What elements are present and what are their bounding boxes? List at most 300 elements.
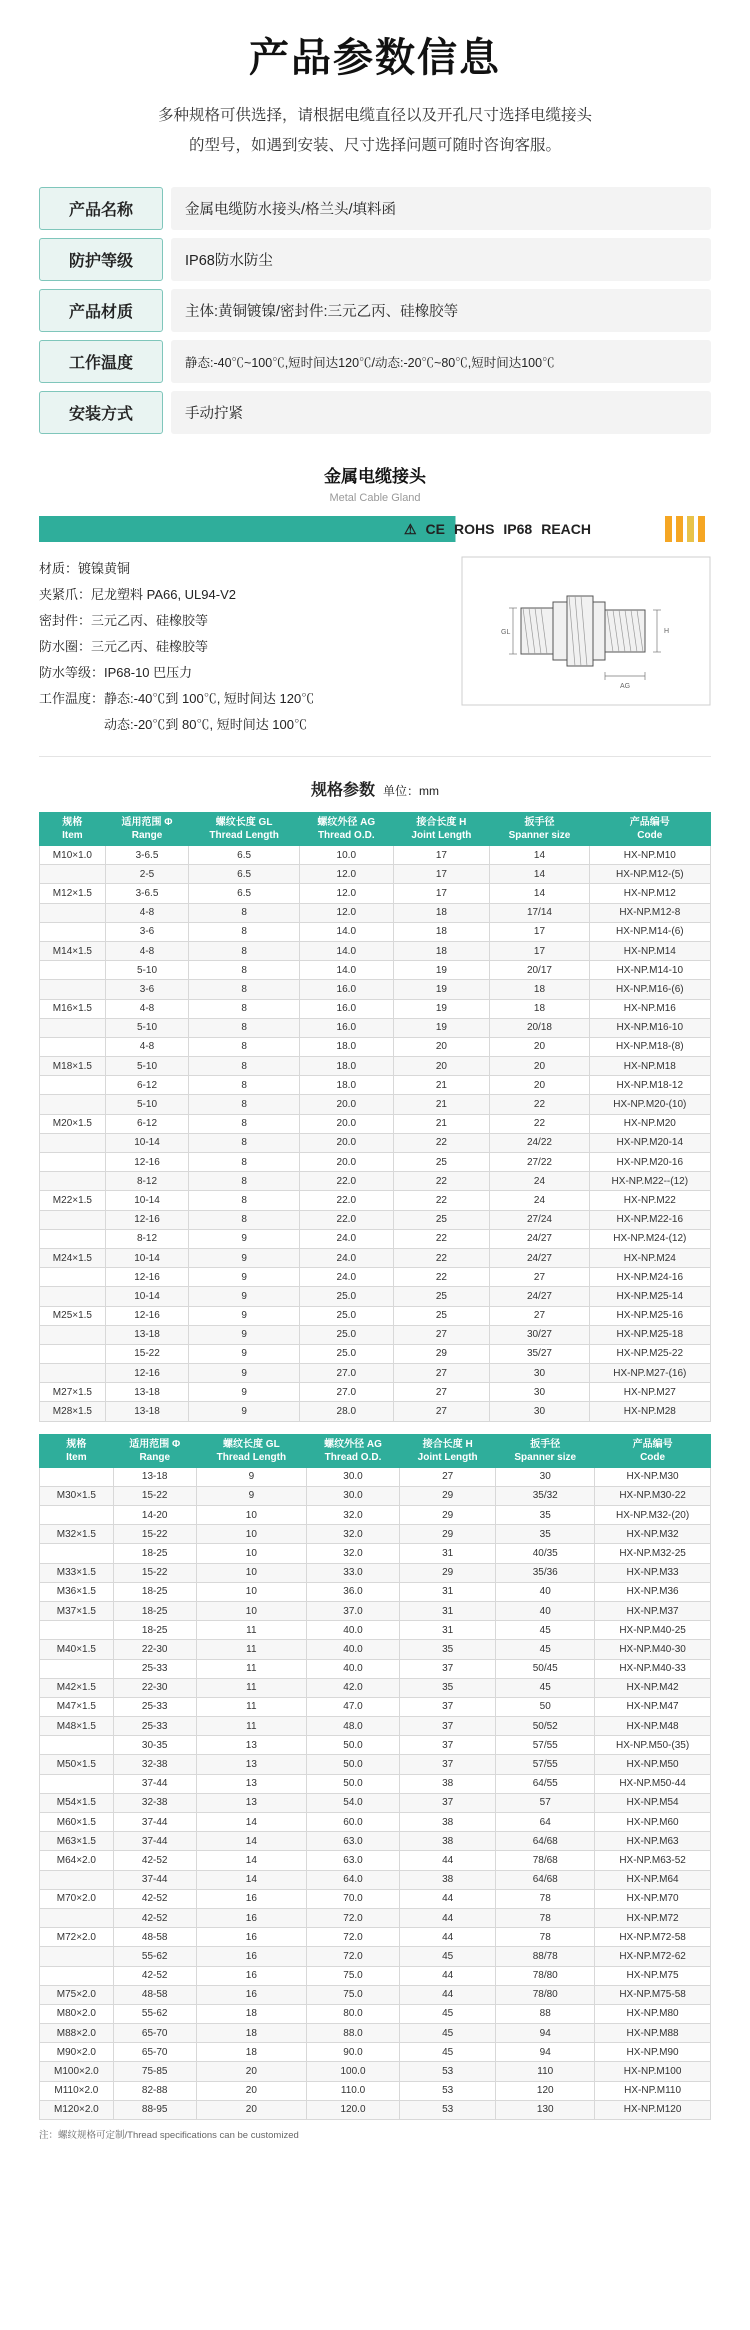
subtitle-line-2: 的型号，如遇到安装、尺寸选择问题可随时咨询客服。	[188, 137, 561, 154]
table-cell: M80×2.0	[40, 2004, 114, 2023]
table-cell: M72×2.0	[40, 1928, 114, 1947]
table-cell: 44	[400, 1985, 496, 2004]
spec-row	[39, 340, 711, 383]
table-cell: 22-30	[113, 1678, 196, 1697]
table-cell: HX-NP.M10	[589, 846, 710, 865]
table-cell: 21	[393, 1114, 490, 1133]
col-item: 规格 Item	[40, 813, 106, 846]
table-cell: 44	[400, 1889, 496, 1908]
table-row	[40, 980, 711, 999]
table-cell: M110×2.0	[40, 2081, 114, 2100]
table-header-row	[40, 1434, 711, 1467]
table-cell: 50.0	[307, 1755, 400, 1774]
table-cell: 38	[400, 1813, 496, 1832]
table-row	[40, 1851, 711, 1870]
spec-row	[39, 391, 711, 434]
table-cell: 53	[400, 2062, 496, 2081]
table-row	[40, 1870, 711, 1889]
table-cell	[40, 1506, 114, 1525]
spec-table-part1	[39, 812, 711, 1422]
table-cell: 24	[490, 1172, 589, 1191]
table-row	[40, 1153, 711, 1172]
spec-value: 主体:黄铜镀镍/密封件:三元乙丙、硅橡胶等	[171, 289, 711, 332]
table-cell: 9	[189, 1383, 300, 1402]
table-cell: 14	[490, 846, 589, 865]
table-cell	[40, 1621, 114, 1640]
table-cell: HX-NP.M50-(35)	[595, 1736, 711, 1755]
table-cell: 44	[400, 1851, 496, 1870]
table-cell: HX-NP.M72-62	[595, 1947, 711, 1966]
table-cell: HX-NP.M88	[595, 2024, 711, 2043]
table-cell: 20.0	[300, 1133, 393, 1152]
table-cell: HX-NP.M20-16	[589, 1153, 710, 1172]
table-cell: 31	[400, 1544, 496, 1563]
stripe	[665, 516, 672, 542]
table-cell: 30	[496, 1467, 595, 1486]
table-cell: M120×2.0	[40, 2100, 114, 2119]
table-cell: 16.0	[300, 1018, 393, 1037]
spec-row	[39, 187, 711, 230]
table-cell: 32.0	[307, 1544, 400, 1563]
table-body	[40, 1467, 711, 2119]
product-diagram	[451, 556, 711, 738]
table-cell: 20.0	[300, 1114, 393, 1133]
table-cell: 44	[400, 1966, 496, 1985]
table-cell: 24.0	[300, 1268, 393, 1287]
table-cell	[40, 1018, 106, 1037]
table-cell: 8	[189, 1172, 300, 1191]
table-cell: 12.0	[300, 865, 393, 884]
table-cell: 82-88	[113, 2081, 196, 2100]
table-cell: 88	[496, 2004, 595, 2023]
table-cell: 13	[196, 1793, 306, 1812]
table-cell: 8	[189, 1018, 300, 1037]
table-cell: HX-NP.M64	[595, 1870, 711, 1889]
col-item: 规格 Item	[40, 1434, 114, 1467]
table-cell: 15-22	[105, 1344, 188, 1363]
product-attribute: 密封件：三元乙丙、硅橡胶等	[39, 613, 209, 628]
table-cell: 24/22	[490, 1133, 589, 1152]
table-cell: 18	[393, 903, 490, 922]
ip68-mark: IP68	[503, 521, 533, 537]
table-cell	[40, 1870, 114, 1889]
table-cell: M40×1.5	[40, 1640, 114, 1659]
table-row	[40, 1037, 711, 1056]
table-cell: 22	[393, 1268, 490, 1287]
table-cell: 17	[490, 941, 589, 960]
table-cell: 20/18	[490, 1018, 589, 1037]
table-cell: 4-8	[105, 941, 188, 960]
table-cell: HX-NP.M24-(12)	[589, 1229, 710, 1248]
table-cell: 45	[400, 1947, 496, 1966]
table-row	[40, 1697, 711, 1716]
table-cell: 24/27	[490, 1229, 589, 1248]
table-row	[40, 1621, 711, 1640]
table-cell: 13	[196, 1774, 306, 1793]
table-cell: HX-NP.M40-30	[595, 1640, 711, 1659]
table-cell: HX-NP.M14-10	[589, 961, 710, 980]
spec-label: 安装方式	[39, 391, 163, 434]
table-cell: 3-6	[105, 980, 188, 999]
table-cell: HX-NP.M30-22	[595, 1486, 711, 1505]
table-cell: 22	[393, 1172, 490, 1191]
table-cell: HX-NP.M16	[589, 999, 710, 1018]
spec-row	[39, 238, 711, 281]
table-cell: 20.0	[300, 1095, 393, 1114]
table-cell: 25-33	[113, 1717, 196, 1736]
table-cell: 55-62	[113, 1947, 196, 1966]
table-cell: 8	[189, 961, 300, 980]
table-cell: 75-85	[113, 2062, 196, 2081]
table-cell: HX-NP.M25-14	[589, 1287, 710, 1306]
table-row	[40, 1908, 711, 1927]
table-cell: 9	[189, 1364, 300, 1383]
table-cell	[40, 1153, 106, 1172]
table-cell: 31	[400, 1582, 496, 1601]
table-cell	[40, 1659, 114, 1678]
table-cell: 31	[400, 1621, 496, 1640]
table-cell: 11	[196, 1640, 306, 1659]
table-row	[40, 922, 711, 941]
table-cell: 15-22	[113, 1525, 196, 1544]
table-cell: 2-5	[105, 865, 188, 884]
table-cell: 3-6.5	[105, 846, 188, 865]
table-cell: M32×1.5	[40, 1525, 114, 1544]
table-cell: HX-NP.M18	[589, 1057, 710, 1076]
table-cell: 8	[189, 1114, 300, 1133]
table-cell: 60.0	[307, 1813, 400, 1832]
table-cell: 18.0	[300, 1057, 393, 1076]
table-cell: 33.0	[307, 1563, 400, 1582]
stripe	[698, 516, 705, 542]
table-cell: 50.0	[307, 1736, 400, 1755]
table-cell: 27.0	[300, 1383, 393, 1402]
table-body	[40, 846, 711, 1422]
table-cell	[40, 865, 106, 884]
table-cell: 37	[400, 1793, 496, 1812]
table-cell: 11	[196, 1697, 306, 1716]
table-cell: 27	[490, 1268, 589, 1287]
table-cell	[40, 1736, 114, 1755]
table-cell: 16	[196, 1985, 306, 2004]
table-cell: 20/17	[490, 961, 589, 980]
table-cell: M28×1.5	[40, 1402, 106, 1421]
table-cell: 10	[196, 1544, 306, 1563]
table-cell: 37	[400, 1659, 496, 1678]
table-row	[40, 884, 711, 903]
table-cell	[40, 1172, 106, 1191]
dimension-label-gl: GL	[501, 629, 511, 636]
table-cell: 10	[196, 1506, 306, 1525]
table-cell: 28.0	[300, 1402, 393, 1421]
table-cell: 17	[393, 865, 490, 884]
table-cell: HX-NP.M32-25	[595, 1544, 711, 1563]
table-cell: HX-NP.M27-(16)	[589, 1364, 710, 1383]
table-row	[40, 1985, 711, 2004]
product-attribute: 动态:-20℃到 80℃, 短时间达 100℃	[39, 717, 307, 732]
table-cell: 12.0	[300, 903, 393, 922]
table-cell: 78	[496, 1908, 595, 1927]
table-cell: M27×1.5	[40, 1383, 106, 1402]
table-head	[40, 813, 711, 846]
table-cell: 27	[393, 1325, 490, 1344]
table-cell: HX-NP.M12-8	[589, 903, 710, 922]
table-cell: 8	[189, 980, 300, 999]
table-row	[40, 1563, 711, 1582]
table-cell: 15-22	[113, 1486, 196, 1505]
table-cell: 22	[393, 1229, 490, 1248]
table-row	[40, 1640, 711, 1659]
table-cell: M18×1.5	[40, 1057, 106, 1076]
table-cell: 72.0	[307, 1947, 400, 1966]
table-cell	[40, 1544, 114, 1563]
table-cell	[40, 1467, 114, 1486]
table-cell	[40, 1325, 106, 1344]
table-cell: 45	[496, 1640, 595, 1659]
table-row	[40, 1057, 711, 1076]
table-cell: 24/27	[490, 1248, 589, 1267]
table-row	[40, 1774, 711, 1793]
table-cell: 8	[189, 1095, 300, 1114]
table-cell: 10-14	[105, 1133, 188, 1152]
table-cell: 6.5	[189, 884, 300, 903]
table-cell: 8	[189, 1210, 300, 1229]
table-cell	[40, 1095, 106, 1114]
table-row	[40, 1928, 711, 1947]
table-row	[40, 1344, 711, 1363]
table-cell: 27/24	[490, 1210, 589, 1229]
table-cell: 9	[189, 1268, 300, 1287]
table-cell: 9	[189, 1306, 300, 1325]
table-cell: 30.0	[307, 1486, 400, 1505]
table-row	[40, 2100, 711, 2119]
table-cell: 36.0	[307, 1582, 400, 1601]
table-cell: 27	[400, 1467, 496, 1486]
page-title: 产品参数信息	[249, 36, 501, 80]
table-cell: 16	[196, 1928, 306, 1947]
table-cell: 110	[496, 2062, 595, 2081]
table-cell: 9	[196, 1467, 306, 1486]
table-cell: 8	[189, 1133, 300, 1152]
product-detail	[39, 556, 711, 757]
table-cell: 24/27	[490, 1287, 589, 1306]
table-cell: 4-8	[105, 903, 188, 922]
table-cell: 20	[393, 1057, 490, 1076]
col-range: 适用范围 Φ Range	[113, 1434, 196, 1467]
table-cell: 25	[393, 1287, 490, 1306]
table-title-text: 规格参数	[310, 782, 375, 799]
table-cell: 32-38	[113, 1793, 196, 1812]
table-row	[40, 1133, 711, 1152]
table-cell: 120	[496, 2081, 595, 2100]
table-cell: 14	[196, 1832, 306, 1851]
spec-value: 金属电缆防水接头/格兰头/填料函	[171, 187, 711, 230]
product-attribute: 材质：镀镍黄铜	[39, 561, 131, 576]
table-cell: 57/55	[496, 1755, 595, 1774]
table-cell: 8	[189, 1191, 300, 1210]
table-cell: 63.0	[307, 1832, 400, 1851]
table-cell: 22.0	[300, 1210, 393, 1229]
table-cell: 40	[496, 1582, 595, 1601]
table-cell: 30.0	[307, 1467, 400, 1486]
table-row	[40, 2081, 711, 2100]
table-row	[40, 1582, 711, 1601]
table-cell: 78/68	[496, 1851, 595, 1870]
table-cell: 54.0	[307, 1793, 400, 1812]
table-cell: 50/45	[496, 1659, 595, 1678]
table-cell: 30	[490, 1383, 589, 1402]
table-cell: 64/68	[496, 1832, 595, 1851]
table-cell: HX-NP.M75-58	[595, 1985, 711, 2004]
table-cell	[40, 1076, 106, 1095]
table-cell: 64/68	[496, 1870, 595, 1889]
table-cell: 42-52	[113, 1851, 196, 1870]
table-cell: 25.0	[300, 1325, 393, 1344]
spec-table-part2	[39, 1434, 711, 2120]
table-cell: 72.0	[307, 1928, 400, 1947]
table-cell: 70.0	[307, 1889, 400, 1908]
table-cell: 6.5	[189, 865, 300, 884]
table-cell: 20	[196, 2062, 306, 2081]
table-cell: M12×1.5	[40, 884, 106, 903]
reach-mark: REACH	[541, 521, 591, 537]
table-cell: M88×2.0	[40, 2024, 114, 2043]
table-cell: HX-NP.M50-44	[595, 1774, 711, 1793]
table-cell: 57/55	[496, 1736, 595, 1755]
table-row	[40, 1210, 711, 1229]
table-cell: 25	[393, 1210, 490, 1229]
table-cell: 20.0	[300, 1153, 393, 1172]
table-cell	[40, 922, 106, 941]
col-code: 产品编号 Code	[589, 813, 710, 846]
table-cell: HX-NP.M20	[589, 1114, 710, 1133]
table-row	[40, 846, 711, 865]
table-cell: 11	[196, 1678, 306, 1697]
table-cell	[40, 961, 106, 980]
table-cell: 40.0	[307, 1640, 400, 1659]
table-cell: 30/27	[490, 1325, 589, 1344]
table-row	[40, 1793, 711, 1812]
table-cell: 27/22	[490, 1153, 589, 1172]
table-cell: 12-16	[105, 1153, 188, 1172]
product-attribute: 夹紧爪：尼龙塑料 PA66, UL94-V2	[39, 587, 236, 602]
table-cell	[40, 1133, 106, 1152]
table-cell: 42-52	[113, 1908, 196, 1927]
table-cell: 18	[393, 941, 490, 960]
table-cell: 27	[393, 1383, 490, 1402]
certification-bar	[39, 516, 711, 542]
col-thread-length: 螺纹长度 GL Thread Length	[196, 1434, 306, 1467]
table-cell: 18-25	[113, 1544, 196, 1563]
table-cell: 25.0	[300, 1306, 393, 1325]
table-cell	[40, 1908, 114, 1927]
table-row	[40, 1678, 711, 1697]
table-row	[40, 1832, 711, 1851]
table-cell: 8	[189, 1037, 300, 1056]
table-cell: 10	[196, 1563, 306, 1582]
table-row	[40, 1383, 711, 1402]
table-cell: HX-NP.M42	[595, 1678, 711, 1697]
table-cell: 20	[490, 1037, 589, 1056]
table-cell: 48-58	[113, 1985, 196, 2004]
table-cell: 8	[189, 903, 300, 922]
page-subtitle	[70, 101, 680, 161]
stripe	[676, 516, 683, 542]
table-cell: 18	[393, 922, 490, 941]
table-cell: 75.0	[307, 1985, 400, 2004]
table-cell: 15-22	[113, 1563, 196, 1582]
table-unit: 单位：mm	[383, 784, 439, 798]
table-cell: 16.0	[300, 980, 393, 999]
table-cell: HX-NP.M70	[595, 1889, 711, 1908]
table-cell: 12-16	[105, 1306, 188, 1325]
table-cell: 18-25	[113, 1621, 196, 1640]
table-cell: 8	[189, 1076, 300, 1095]
table-cell: 9	[189, 1344, 300, 1363]
table-cell: 13-18	[105, 1325, 188, 1344]
table-cell: M37×1.5	[40, 1601, 114, 1620]
table-cell: 16	[196, 1947, 306, 1966]
table-cell: 10-14	[105, 1248, 188, 1267]
table-cell: 8	[189, 1153, 300, 1172]
table-cell: 18-25	[113, 1582, 196, 1601]
spec-row	[39, 289, 711, 332]
table-cell: 8	[189, 999, 300, 1018]
table-cell: 35/36	[496, 1563, 595, 1582]
table-cell: 11	[196, 1659, 306, 1678]
cable-gland-drawing	[461, 556, 711, 706]
col-thread-od: 螺纹外径 AG Thread O.D.	[307, 1434, 400, 1467]
table-cell: 13-18	[105, 1402, 188, 1421]
table-cell: 22	[490, 1095, 589, 1114]
table-cell: 19	[393, 961, 490, 980]
table-cell: HX-NP.M14	[589, 941, 710, 960]
table-cell: 17	[490, 922, 589, 941]
table-cell: 40.0	[307, 1621, 400, 1640]
table-row	[40, 1544, 711, 1563]
table-cell: 53	[400, 2081, 496, 2100]
table-row	[40, 1325, 711, 1344]
table-cell: HX-NP.M54	[595, 1793, 711, 1812]
table-cell: HX-NP.M16-(6)	[589, 980, 710, 999]
table-cell: 100.0	[307, 2062, 400, 2081]
col-thread-length: 螺纹长度 GL Thread Length	[189, 813, 300, 846]
table-cell: 13-18	[113, 1467, 196, 1486]
table-cell: 37	[400, 1755, 496, 1774]
table-cell: 55-62	[113, 2004, 196, 2023]
table-cell: 32.0	[307, 1525, 400, 1544]
table-cell: M60×1.5	[40, 1813, 114, 1832]
ce-mark: CE	[425, 521, 445, 537]
table-cell: 3-6.5	[105, 884, 188, 903]
table-cell: HX-NP.M50	[595, 1755, 711, 1774]
table-cell: HX-NP.M24	[589, 1248, 710, 1267]
table-cell: M48×1.5	[40, 1717, 114, 1736]
table-cell: 14.0	[300, 961, 393, 980]
table-cell: 9	[196, 1486, 306, 1505]
table-cell: HX-NP.M27	[589, 1383, 710, 1402]
table-cell: 94	[496, 2024, 595, 2043]
table-cell: 18-25	[113, 1601, 196, 1620]
table-cell: 47.0	[307, 1697, 400, 1716]
table-cell: 29	[400, 1563, 496, 1582]
table-cell: 78/80	[496, 1985, 595, 2004]
table-row	[40, 1268, 711, 1287]
col-spanner: 扳手径 Spanner size	[490, 813, 589, 846]
table-cell: HX-NP.M40-33	[595, 1659, 711, 1678]
table-cell: M100×2.0	[40, 2062, 114, 2081]
table-cell: 29	[400, 1506, 496, 1525]
